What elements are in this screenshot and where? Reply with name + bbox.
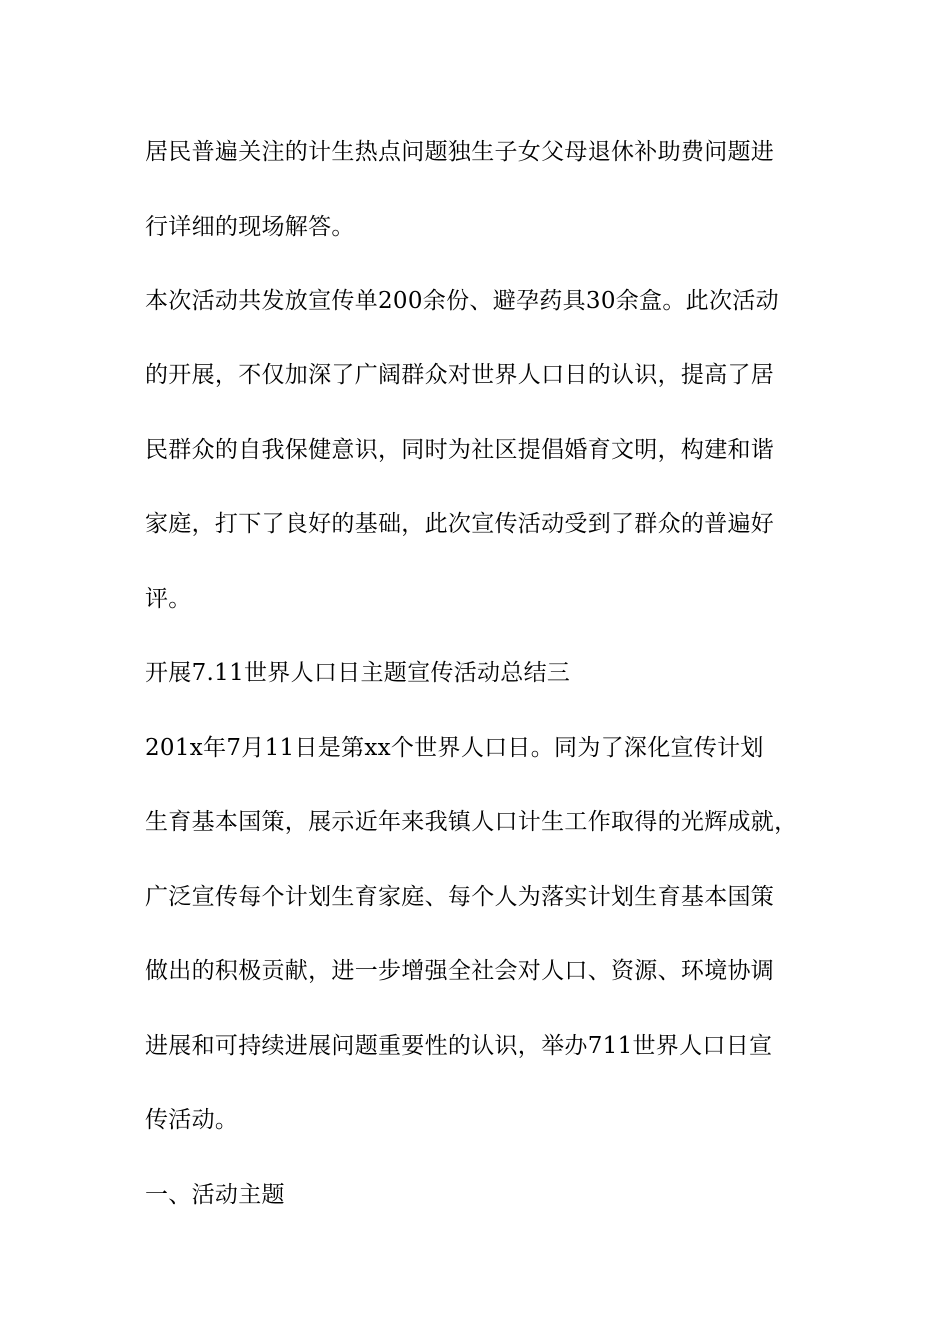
text-line: 家庭，打下了良好的基础，此次宣传活动受到了群众的普遍好	[145, 511, 775, 537]
section-heading: 一、活动主题	[145, 1182, 285, 1208]
text-line: 做出的积极贡献，进一步增强全社会对人口、资源、环境协调	[145, 958, 775, 984]
text-line: 201x年7月11日是第xx个世界人口日。同为了深化宣传计划	[145, 735, 764, 761]
text-line: 广泛宣传每个计划生育家庭、每个人为落实计划生育基本国策	[145, 884, 775, 910]
text-line: 生育基本国策，展示近年来我镇人口计生工作取得的光辉成就，	[145, 809, 798, 835]
text-line: 居民普遍关注的计生热点问题独生子女父母退休补助费问题进	[145, 139, 775, 165]
text-line: 进展和可持续进展问题重要性的认识，举办711世界人口日宣	[145, 1033, 773, 1059]
text-line: 传活动。	[145, 1107, 239, 1133]
text-line: 本次活动共发放宣传单200余份、避孕药具30余盒。此次活动	[145, 288, 779, 314]
text-line: 评。	[145, 586, 192, 612]
text-line: 的开展，不仅加深了广阔群众对世界人口日的认识，提高了居	[145, 362, 775, 388]
text-line: 行详细的现场解答。	[145, 214, 355, 240]
section-heading: 开展7.11世界人口日主题宣传活动总结三	[145, 660, 571, 686]
text-line: 民群众的自我保健意识，同时为社区提倡婚育文明，构建和谐	[145, 437, 775, 463]
